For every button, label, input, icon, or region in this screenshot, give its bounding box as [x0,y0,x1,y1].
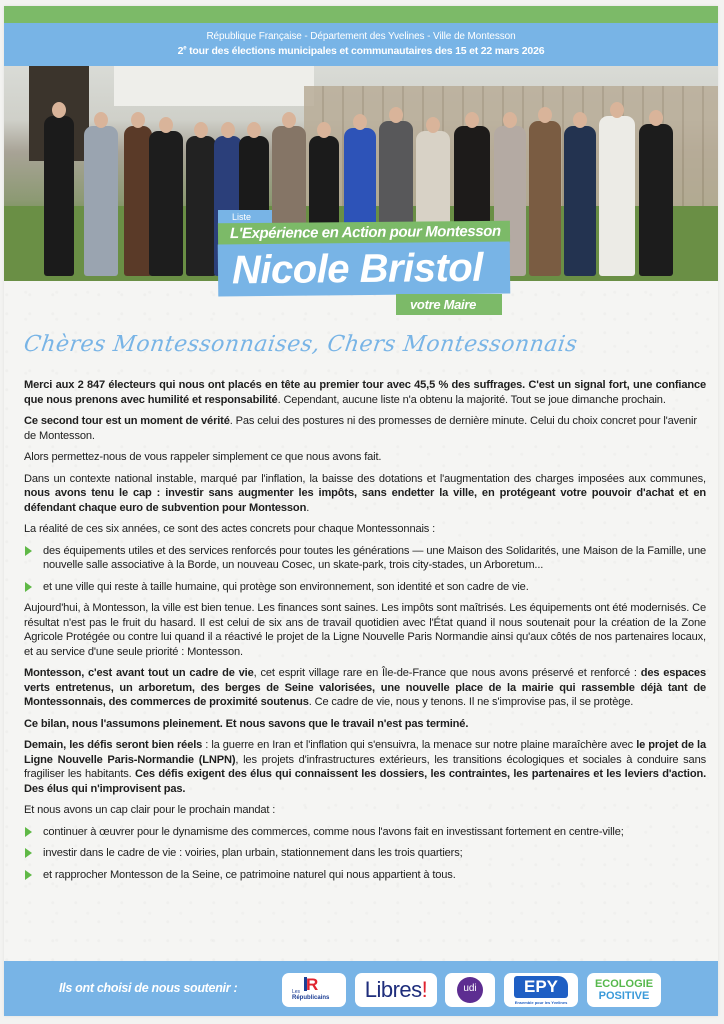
eco-line-2: POSITIVE [598,990,650,1002]
person [186,136,216,276]
text: . Ce cadre de vie, nous y tenons. Il ne s'improvise pas, il se protège. [308,696,634,708]
bold-text: le projet de la Ligne Nouvelle Paris-Normandie (LNPN) [24,739,707,766]
list-item [24,544,706,573]
candidate-name: Nicole Bristol [218,241,511,296]
achievements-list [24,544,706,595]
person [44,116,74,276]
text: Dans un contexte national instable, marqué par l'inflation, la baisse des dotations et l'augmentation des charges imposées aux communes, [24,472,706,485]
mandate-list [24,825,706,883]
epy-box: EPY [514,976,568,998]
text: . Pas celui des postures ni des promesses de dernière minute. Celui du choix concret pour l'avenir de Montesson. [24,415,697,442]
paragraph-challenges [24,738,706,796]
lr-r-letter: R [306,975,319,994]
header-banner [4,23,718,66]
libres-text: Libres [364,977,422,1002]
text: . [306,501,310,514]
epy-subtitle: Ensemble pour les Yvelines [514,1000,568,1005]
header-line-2 [4,45,718,57]
epy-logo [504,973,578,1007]
paragraph-cadre-de-vie [24,666,706,710]
paragraph-recall: Alors permettez-nous de vous rappeler simplement ce que nous avons fait. [24,451,382,463]
paragraph-reality: La réalité de ces six années, ce sont des actes concrets pour chaque Montessonnais : [24,523,436,535]
libres-logo [355,973,437,1007]
udi-logo [445,973,495,1007]
person [149,131,183,276]
text: , les projets d'infrastructures extérieurs, les transitions écologiques et sociales à conduire sans fragiliser les habitants. [24,753,706,780]
letter-body [24,378,706,889]
ordinal-suffix: e [183,45,187,52]
list-item-text: et rapprocher Montesson de la Seine, ce patrimoine naturel qui nous appartient à tous. [43,868,456,881]
bold-text: Montesson, c'est avant tout un cadre de vie [24,667,254,679]
bold-text: Ces défis exigent des élus qui connaissent les dossiers, les contraintes, les partenaires et les leviers d'action. Des élus qui n'improvisent pas. [24,768,707,795]
ecologie-positive-logo [587,973,661,1007]
list-item [24,580,706,595]
list-item-text: et une ville qui reste à taille humaine, qui protège son environnement, son identité et son cadre de vie. [43,580,529,593]
lr-les-text: Les [292,989,301,995]
text: . Cependant, aucune liste n'a obtenu la majorité. Tout se joue dimanche prochain. [277,393,666,406]
udi-circle: udi [457,977,483,1003]
top-green-strip [4,6,718,23]
list-item-text: continuer à œuvrer pour le dynamisme des commerces, comme nous l'avons fait en investissant fortement en centre-ville; [43,825,624,838]
bullet-arrow-icon [25,546,32,556]
list-item [24,846,706,861]
person [639,124,673,276]
list-item-text: des équipements utiles et des services renforcés pour toutes les générations — une Maison des Solidarités, une Maison de la Famille, une nouvelle salle associative à la Borde, un nouveau Cosec, un skate-park, trois city-stades, un Arboretum... [43,544,706,571]
paragraph-second-round [24,414,706,443]
paragraph-bilan [24,717,706,732]
election-dates: tour des élections municipales et communautaires des 15 et 22 mars 2026 [186,45,545,57]
paragraph-mandate: Et nous avons un cap clair pour le prochain mandat : [24,804,276,816]
bullet-arrow-icon [25,870,32,880]
paragraph-context [24,472,706,516]
list-item-text: investir dans le cadre de vie : voiries, plan urbain, stationnement dans les trois quartiers; [43,847,463,859]
bold-text: Ce bilan, nous l'assumons pleinement. Et nous savons que le travail n'est pas terminé. [24,717,469,730]
salutation: Chères Montessonnaises, Chers Montessonnais [22,332,580,357]
bullet-arrow-icon [25,827,32,837]
campaign-flyer [4,6,718,1016]
text: , cet esprit village rare en Île-de-France que nous avons préservé et renforcé : [253,667,641,679]
header-line-1: République Française - Département des Yvelines - Ville de Montesson [206,31,516,42]
person [564,126,596,276]
bold-text: Merci aux 2 847 électeurs qui nous ont placés en tête au premier tour avec 45,5 % des suffrages. C'est un signal fort, une confiance que nous prenons avec humilité et responsabilité [24,379,706,406]
les-republicains-logo [282,973,346,1007]
bold-text: des espaces verts entretenus, un arboretum, des berges de Seine valorisées, une nouvelle place de la mairie qui rassemble déjà tant de Montessonnais, des commerces de proximité soutenus [24,667,706,708]
person [84,126,118,276]
bold-text: Demain, les défis seront bien réels [24,739,203,751]
round-number: 2 [177,45,184,57]
person [529,121,561,276]
person [124,126,152,276]
text: : la guerre en Iran et l'inflation qui s'ensuivra, la menace sur notre plaine maraîchère avec [202,739,637,751]
supporters-footer [4,961,718,1016]
bullet-arrow-icon [25,848,32,858]
bullet-arrow-icon [25,582,32,592]
lr-name-text: Républicains [292,995,330,1001]
paragraph-today: Aujourd'hui, à Montesson, la ville est bien tenue. Les finances sont saines. Les impôts sont maîtrisés. Les équipements ont été modernisés. Ce résultat n'est pas le fruit du hasard. Il est celui de six ans de travail quotidien avec l'État quand il nous soutenait pour la création de la Zone Agricole Protégée ou contre lui quand il a réactivé le projet de la Ligne Nouvelle Paris Normandie ainsi qu'aux côtés de nos partenaires locaux, et au service d'une seule priorité : Montesson. [24,602,706,658]
list-item [24,868,706,883]
eco-line-1: ECOLOGIE [594,978,654,990]
candidate-role: votre Maire [396,294,502,315]
bold-text: Ce second tour est un moment de vérité [24,415,230,427]
paragraph-thanks [24,378,706,407]
list-item [24,825,706,840]
bold-text: nous avons tenu le cap : investir sans augmenter les impôts, sans endetter la ville, en protégeant votre pouvoir d'achat et en défendant chaque euro de subvention pour Montesson [24,487,706,514]
person [599,116,635,276]
libres-exclamation: ! [421,977,428,1002]
list-name: L'Expérience en Action pour Montesson [218,221,510,246]
list-label: Liste [218,210,272,224]
supporters-label: Ils ont choisi de nous soutenir : [59,981,238,995]
